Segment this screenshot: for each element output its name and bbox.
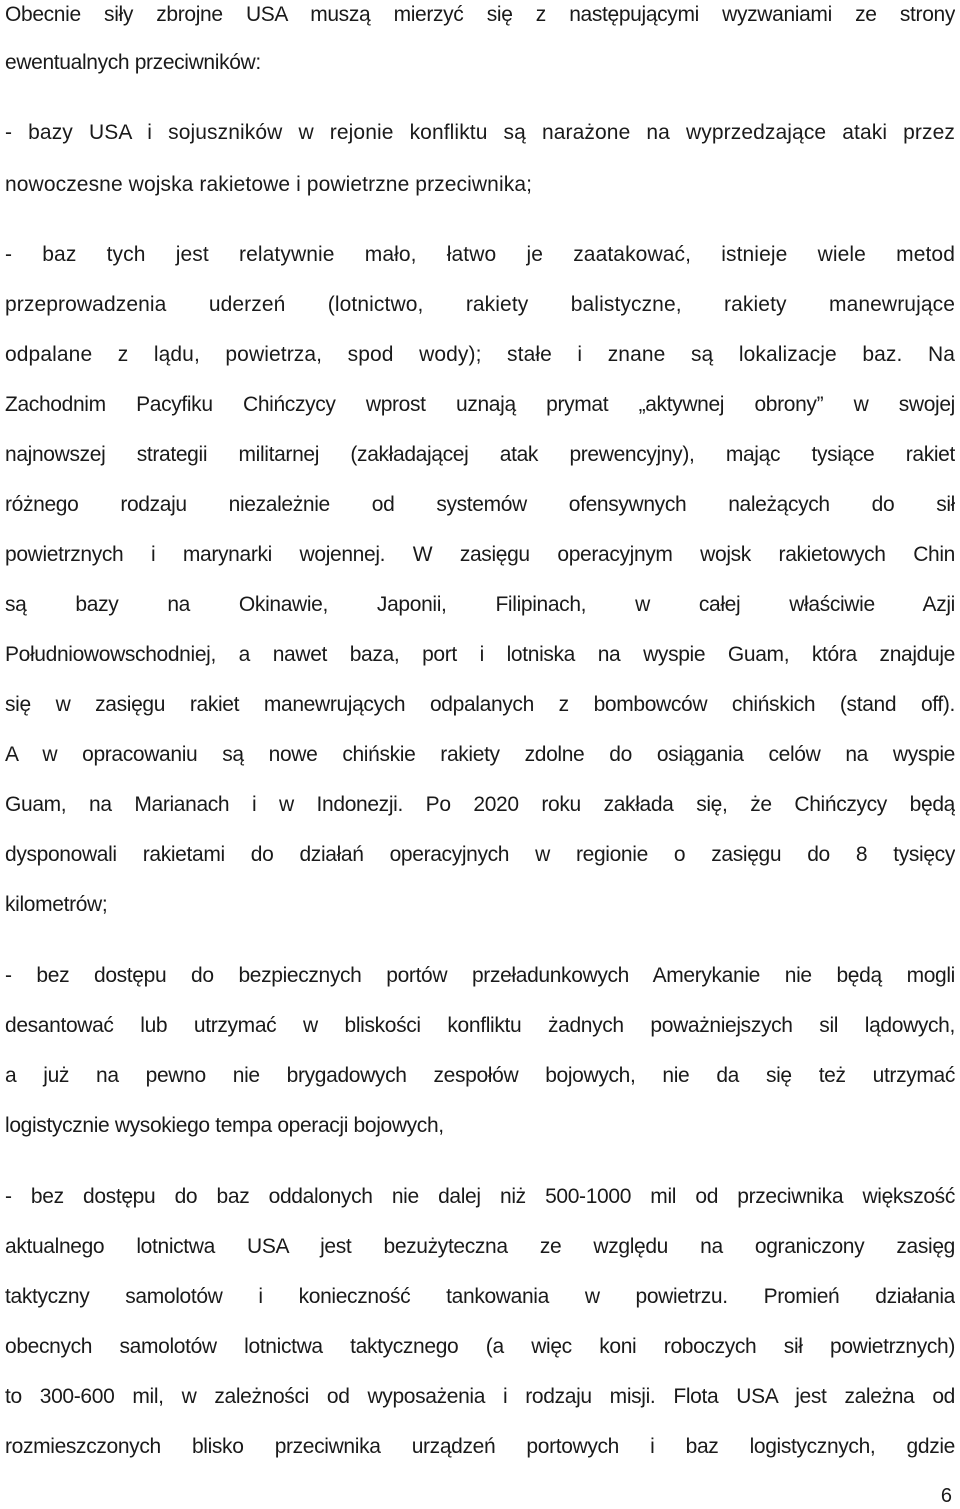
text-line: desantować lub utrzymać w bliskości konfliktu żadnych poważniejszych sil lądowych,	[5, 1014, 955, 1037]
text-line: powietrznych i marynarki wojennej. W zasięgu operacyjnym wojsk rakietowych Chin	[5, 543, 955, 566]
text-line: Zachodnim Pacyfiku Chińczycy wprost uznają prymat „aktywnej obrony” w swojej	[5, 393, 955, 416]
text-line: odpalane z lądu, powietrza, spod wody); stałe i znane są lokalizacje baz. Na	[5, 343, 955, 366]
text-line: A w opracowaniu są nowe chińskie rakiety zdolne do osiągania celów na wyspie	[5, 743, 955, 766]
text-line: taktyczny samolotów i konieczność tankowania w powietrzu. Promień działania	[5, 1285, 955, 1308]
text-line: - bazy USA i sojuszników w rejonie konfliktu są narażone na wyprzedzające ataki przez	[5, 121, 955, 144]
text-line: się w zasięgu rakiet manewrujących odpalanych z bombowców chińskich (stand off).	[5, 693, 955, 716]
text-line: najnowszej strategii militarnej (zakładającej atak prewencyjny), mając tysiące rakiet	[5, 443, 955, 466]
text-line: obecnych samolotów lotnictwa taktycznego (a więc koni roboczych sił powietrznych)	[5, 1335, 955, 1358]
text-line: rozmieszczonych blisko przeciwnika urządzeń portowych i baz logistycznych, gdzie	[5, 1435, 955, 1458]
text-line: Guam, na Marianach i w Indonezji. Po 2020 roku zakłada się, że Chińczycy będą	[5, 793, 955, 816]
text-line: nowoczesne wojska rakietowe i powietrzne przeciwnika;	[5, 173, 533, 196]
text-line: przeprowadzenia uderzeń (lotnictwo, rakiety balistyczne, rakiety manewrujące	[5, 293, 955, 316]
text-line: Obecnie siły zbrojne USA muszą mierzyć się z następującymi wyzwaniami ze strony	[5, 3, 955, 26]
text-line: dysponowali rakietami do działań operacyjnych w regionie o zasięgu do 8 tysięcy	[5, 843, 955, 866]
text-line: aktualnego lotnictwa USA jest bezużyteczna ze względu na ograniczony zasięg	[5, 1235, 955, 1258]
text-line: różnego rodzaju niezależnie od systemów ofensywnych należących do sił	[5, 493, 955, 516]
text-line: - baz tych jest relatywnie mało, łatwo je zaatakować, istnieje wiele metod	[5, 243, 955, 266]
page-number: 6	[940, 1485, 952, 1507]
text-line: a już na pewno nie brygadowych zespołów bojowych, nie da się też utrzymać	[5, 1064, 955, 1087]
text-line: kilometrów;	[5, 893, 108, 916]
text-line: - bez dostępu do baz oddalonych nie dalej niż 500-1000 mil od przeciwnika większość	[5, 1185, 955, 1208]
text-line: ewentualnych przeciwników:	[5, 51, 261, 74]
text-line: są bazy na Okinawie, Japonii, Filipinach, w całej właściwie Azji	[5, 593, 955, 616]
text-line: Południowowschodniej, a nawet baza, port i lotniska na wyspie Guam, która znajduje	[5, 643, 955, 666]
text-line: - bez dostępu do bezpiecznych portów przeładunkowych Amerykanie nie będą mogli	[5, 964, 955, 987]
text-line: logistycznie wysokiego tempa operacji bojowych,	[5, 1114, 444, 1137]
text-line: to 300-600 mil, w zależności od wyposażenia i rodzaju misji. Flota USA jest zależna od	[5, 1385, 955, 1408]
